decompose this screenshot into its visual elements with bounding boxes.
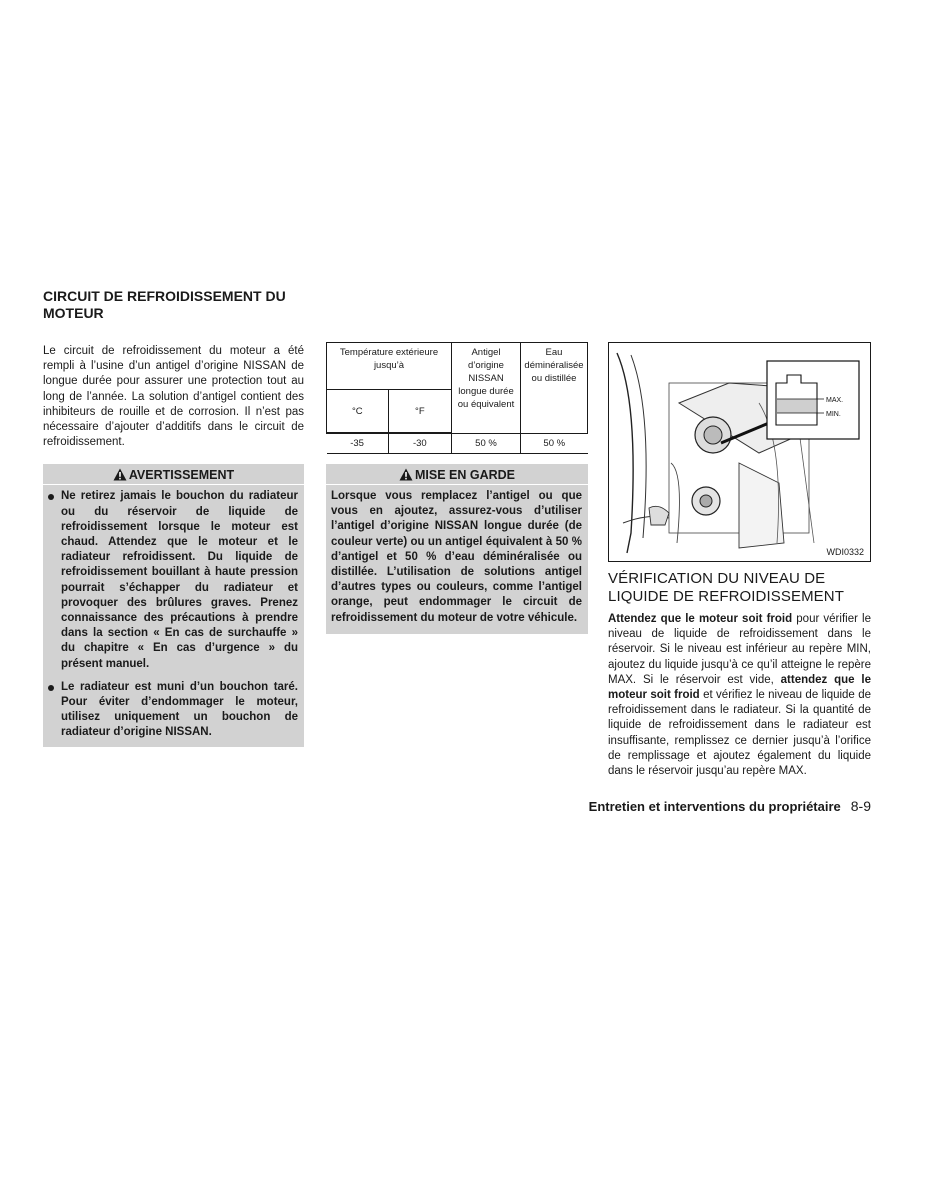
table-cell-celsius: -35 [327, 433, 389, 454]
warning-item [48, 489, 298, 671]
warning-triangle-icon [113, 468, 127, 481]
middle-column [326, 342, 588, 634]
subheading: VÉRIFICATION DU NIVEAU DE LIQUIDE DE REFROIDISSEMENT [608, 570, 844, 605]
right-column [608, 342, 871, 779]
caution-text: Lorsque vous remplacez l’antigel ou que vous en ajoutez, assurez-vous d’utiliser l’antigel d’origine NISSAN longue durée (de couleur verte) ou un antigel équivalent à 50 % d’antigel et 50 % d’eau déminéralisée ou distillée. L’utilisation de solutions antigel d’autres types ou couleurs, comme l’antigel orange, peut endommager le circuit de refroidissement du moteur de votre véhicule. [331, 490, 582, 624]
bullet-icon [48, 494, 54, 500]
paragraph-text: et vérifiez le niveau de liquide de refroidissement dans le radiateur. Si la quantité de liquide de refroidissement dans le radiateur est insuffisante, remplissez ce dernier jusqu’à l’orifice de remplissage et ajoutez également du liquide dans le réservoir jusqu’au repère MAX. [608, 689, 871, 778]
table-header-temperature: Température extérieure jusqu’à [327, 343, 452, 390]
caution-box [326, 464, 588, 634]
table-unit-fahrenheit: °F [388, 390, 451, 434]
warning-title-text: AVERTISSEMENT [128, 468, 235, 483]
left-column [43, 288, 304, 747]
section-title: CIRCUIT DE REFROIDISSEMENT DU MOTEUR [43, 288, 286, 321]
emphasis-text: Attendez que le moteur soit froid [608, 613, 793, 625]
warning-triangle-icon [399, 468, 413, 481]
bullet-icon [48, 685, 54, 691]
min-label: MIN. [826, 411, 841, 418]
table-cell-fahrenheit: -30 [388, 433, 451, 454]
warning-item-text: Ne retirez jamais le bouchon du radiateur ou du réservoir de liquide de refroidissement lorsque le moteur est chaud. Attendez que le moteur et le radiateur refroidissent. Du liquide de refroidissement bouillant à haute pression pourrait s’échapper du radiateur et provoquer des brûlures graves. Prenez connaissance des précautions à prendre dans la section « En cas de surchauffe » du chapitre « En cas d’urgence » du présent manuel. [61, 490, 298, 670]
table-header-water: Eau déminéralisée ou distillée [521, 343, 588, 434]
emphasis-text: attendez que le moteur soit froid [608, 673, 872, 702]
table-unit-celsius: °C [327, 390, 389, 434]
table-header-antifreeze: Antigel d’origine NISSAN longue durée ou équivalent [452, 343, 521, 434]
caution-title [326, 464, 588, 485]
paragraph-text: pour vérifier le niveau de liquide de refroidissement dans le réservoir. Si le niveau est inférieur au repère MIN, ajoutez du liquide jusqu’à ce qu’il atteigne le repère MAX. Si le réservoir est vide, [608, 613, 871, 686]
caution-title-text: MISE EN GARDE [414, 468, 515, 482]
engine-bay-illustration [609, 343, 870, 561]
warning-title [43, 464, 304, 485]
intro-paragraph: Le circuit de refroidissement du moteur a été rempli à l’usine d’un antigel d’origine NISSAN de longue durée pour assurer une protection tout au long de l’année. La solution d’antigel contient des inhibiteurs de rouille et de corrosion. Il n’est pas nécessaire d’ajouter d’additifs dans le circuit de refroidissement. [43, 345, 304, 449]
table-cell-water: 50 % [521, 433, 588, 454]
check-level-paragraph [608, 612, 871, 779]
warning-item-text: Le radiateur est muni d’un bouchon taré. Pour éviter d’endommager le moteur, utilisez uniquement un bouchon de radiateur d’origine NISSAN. [61, 680, 298, 739]
coolant-reservoir-figure [608, 342, 871, 562]
max-label: MAX. [826, 397, 844, 404]
table-cell-antifreeze: 50 % [452, 433, 521, 454]
coolant-mix-table [326, 342, 588, 454]
warning-item [48, 680, 298, 741]
warning-box [43, 464, 304, 746]
warning-list [43, 489, 304, 740]
figure-code: WDI0332 [826, 547, 864, 557]
page-footer [565, 798, 871, 814]
page-number: 8-9 [850, 798, 871, 814]
footer-section: Entretien et interventions du propriétaire [588, 799, 841, 814]
